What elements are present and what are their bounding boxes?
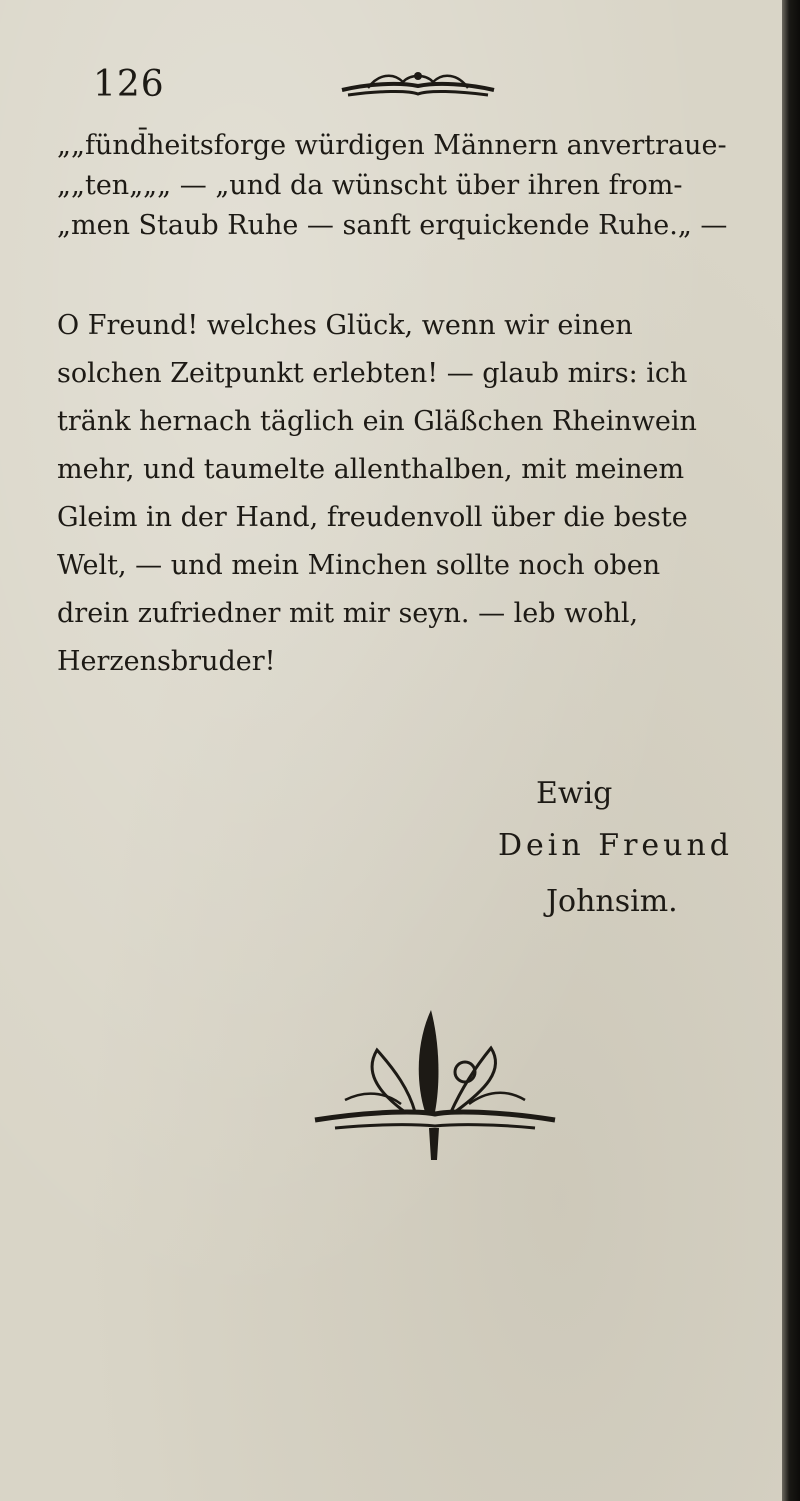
text-line: solchen Zeitpunkt erlebten! — glaub mirs: ich — [57, 358, 688, 389]
text-line: O Freund! welches Glück, wenn wir einen — [57, 310, 633, 341]
text-line: tränk hernach täglich ein Gläßchen Rheinwein — [57, 406, 697, 437]
text-line: drein zufriedner mit mir seyn. — leb wohl, — [57, 598, 639, 629]
book-binding-edge — [782, 0, 800, 1501]
signature-salutation: Dein Freund — [498, 828, 734, 863]
text-line: „„fünd̄heitsforge würdigen Männern anvertraue- — [57, 130, 727, 161]
text-line: Gleim in der Hand, freudenvoll über die beste — [57, 502, 688, 533]
header-ornament-icon — [338, 64, 498, 100]
text-line: mehr, und taumelte allenthalben, mit meinem — [57, 454, 685, 485]
signature-name: Johnsim. — [546, 884, 678, 919]
text-line: „men Staub Ruhe — sanft erquickende Ruhe.„ — — [57, 210, 728, 241]
signature-closing: Ewig — [536, 776, 613, 811]
text-line: „„ten„„„ — „und da wünscht über ihren from- — [57, 170, 683, 201]
text-line: Herzensbruder! — [57, 646, 276, 677]
page-number: 126 — [93, 64, 165, 105]
text-line: Welt, — und mein Minchen sollte noch oben — [57, 550, 661, 581]
footer-vignette-icon — [305, 1000, 565, 1170]
